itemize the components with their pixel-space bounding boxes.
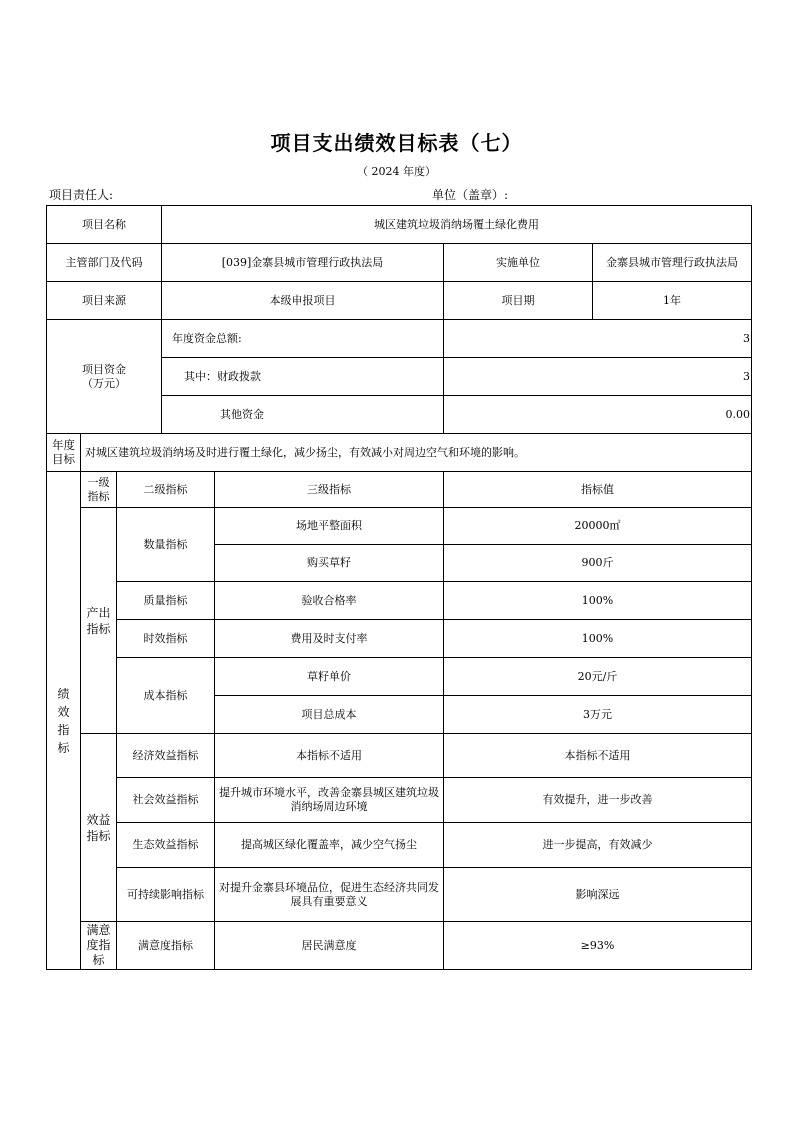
row-satisfaction (47, 922, 752, 970)
row-q1 (47, 508, 752, 545)
goal-label (47, 434, 81, 472)
row-project-name (47, 206, 752, 244)
source-label: 项目来源 (47, 282, 162, 320)
c1-value: 20元/斤 (444, 658, 752, 696)
quantity-label: 数量指标 (117, 508, 215, 582)
project-name-label: 项目名称 (47, 206, 162, 244)
satisfaction-group-label (81, 922, 117, 970)
row-time (47, 620, 752, 658)
c1-name: 草籽单价 (215, 658, 444, 696)
time-value: 100% (444, 620, 752, 658)
goal-value: 对城区建筑垃圾消纳场及时进行覆土绿化，减少扬尘，有效减小对周边空气和环境的影响。 (81, 434, 752, 472)
row-sustain (47, 868, 752, 922)
q1-name: 场地平整面积 (215, 508, 444, 545)
sustain-name: 对提升金寨县环境品位，促进生态经济共同发展具有重要意义 (215, 868, 444, 922)
cost-label: 成本指标 (117, 658, 215, 734)
col-level2: 二级指标 (117, 472, 215, 508)
row-c1 (47, 658, 752, 696)
funds-label (47, 320, 162, 434)
quality-value: 100% (444, 582, 752, 620)
q2-value: 900斤 (444, 545, 752, 582)
dept-value: [039]金寨县城市管理行政执法局 (162, 244, 444, 282)
other-value: 0.00 (444, 396, 752, 434)
econ-value: 本指标不适用 (444, 734, 752, 778)
social-label: 社会效益指标 (117, 778, 215, 823)
unit-label: 单位（盖章）: (432, 188, 509, 202)
satisfaction-value: ≥93% (444, 922, 752, 970)
row-social (47, 778, 752, 823)
benefit-label-text: 效益指标 (86, 812, 111, 843)
quality-name: 验收合格率 (215, 582, 444, 620)
col-level3: 三级指标 (215, 472, 444, 508)
social-name: 提升城市环境水平，改善金寨县城区建筑垃圾消纳场周边环境 (215, 778, 444, 823)
sustain-label: 可持续影响指标 (117, 868, 215, 922)
year-line: （ 2024 年度） (357, 165, 436, 178)
row-indicator-header (47, 472, 752, 508)
indicator-section-label (47, 472, 81, 970)
col-value: 指标值 (444, 472, 752, 508)
period-label: 项目期 (444, 282, 593, 320)
quality-label: 质量指标 (117, 582, 215, 620)
row-econ (47, 734, 752, 778)
row-eco (47, 823, 752, 868)
responsible-label: 项目责任人: (49, 188, 114, 202)
total-label: 年度资金总额: (162, 320, 444, 358)
c2-name: 项目总成本 (215, 696, 444, 734)
impl-label: 实施单位 (444, 244, 593, 282)
performance-table (46, 205, 752, 970)
dept-label: 主管部门及代码 (47, 244, 162, 282)
eco-name: 提高城区绿化覆盖率，减少空气扬尘 (215, 823, 444, 868)
q2-name: 购买草籽 (215, 545, 444, 582)
benefit-label (81, 734, 117, 922)
funds-label-text: 项目资金（万元） (82, 362, 126, 390)
goal-label-text: 年度目标 (52, 438, 75, 466)
page-title: 项目支出绩效目标表（七） (270, 131, 523, 155)
time-label: 时效指标 (117, 620, 215, 658)
row-goal (47, 434, 752, 472)
sustain-value: 影响深远 (444, 868, 752, 922)
output-label (81, 508, 117, 734)
row-quality (47, 582, 752, 620)
fiscal-value: 3 (444, 358, 752, 396)
c2-value: 3万元 (444, 696, 752, 734)
row-source (47, 282, 752, 320)
social-value: 有效提升，进一步改善 (444, 778, 752, 823)
satisfaction-name: 居民满意度 (215, 922, 444, 970)
fiscal-label: 其中：财政拨款 (162, 358, 444, 396)
period-value: 1年 (593, 282, 752, 320)
col-level1-text: 一级指标 (87, 475, 110, 503)
satisfaction-group-text: 满意度指标 (86, 923, 111, 967)
satisfaction-label: 满意度指标 (117, 922, 215, 970)
eco-label: 生态效益指标 (117, 823, 215, 868)
eco-value: 进一步提高，有效减少 (444, 823, 752, 868)
econ-label: 经济效益指标 (117, 734, 215, 778)
output-label-text: 产出指标 (86, 605, 111, 636)
indicator-section-text: 绩效指标 (57, 686, 70, 755)
project-name-value: 城区建筑垃圾消纳场覆土绿化费用 (162, 206, 752, 244)
source-value: 本级申报项目 (162, 282, 444, 320)
other-label: 其他资金 (162, 396, 444, 434)
col-level1 (81, 472, 117, 508)
total-value: 3 (444, 320, 752, 358)
time-name: 费用及时支付率 (215, 620, 444, 658)
row-dept (47, 244, 752, 282)
q1-value: 20000㎡ (444, 508, 752, 545)
impl-value: 金寨县城市管理行政执法局 (593, 244, 752, 282)
row-funds-total (47, 320, 752, 358)
econ-name: 本指标不适用 (215, 734, 444, 778)
